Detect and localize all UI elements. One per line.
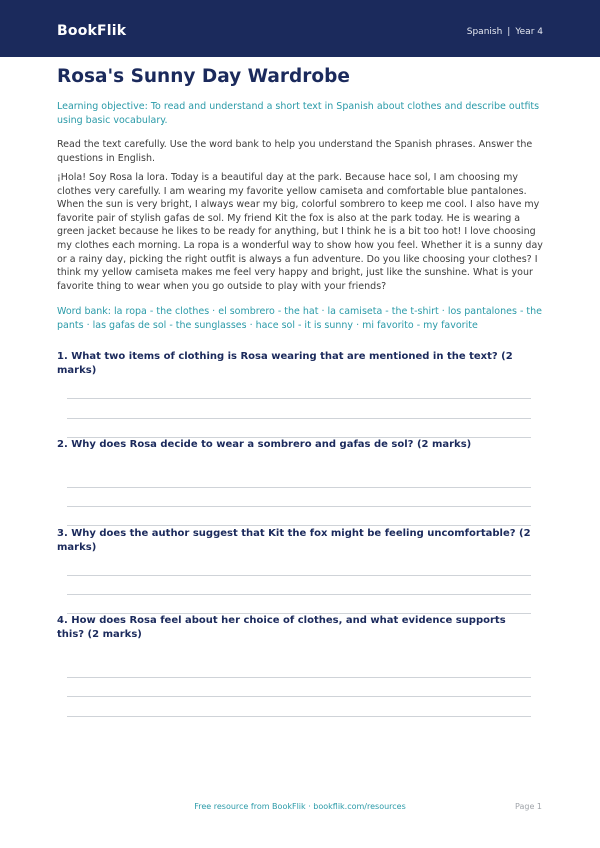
- answer-line[interactable]: [67, 398, 531, 399]
- answer-line[interactable]: [67, 594, 531, 595]
- question-4: 4. How does Rosa feel about her choice of clothes, and what evidence supports this? (2 marks): [57, 615, 506, 640]
- subject-label: Spanish: [466, 27, 503, 37]
- answer-line[interactable]: [67, 716, 531, 717]
- answer-line[interactable]: [67, 575, 531, 576]
- instructions: Read the text carefully. Use the word bank to help you understand the Spanish phrases. Answer the questions in English.: [57, 139, 533, 164]
- reading-passage: ¡Hola! Soy Rosa la lora. Today is a beautiful day at the park. Because hace sol, I am choosing my clothes very carefully. I am wearing my favorite yellow camiseta and comfortable blue pantalones. When the sun is very bright, I always wear my big, colorful sombrero to keep me cool. I also have my favorite pair of stylish gafas de sol. My friend Kit the fox is also at the park today. He is wearing a green jacket because he likes to be ready for anything, but I think he is a bit too hot! I love choosing my clothes each morning. La ropa is a wonderful way to show how you feel. Whether it is a sunny day or a rainy day, picking the right outfit is always a fun adventure. Do you like choosing your clothes? I think my yellow camiseta makes me feel very happy and bright, just like the sunshine. What is your favorite thing to wear when you go outside to play with your friends?: [57, 172, 543, 292]
- footer-credit: Free resource from BookFlik · bookflik.com/resources: [194, 802, 406, 811]
- word-bank: Word bank: la ropa - the clothes · el sombrero - the hat · la camiseta - the t-shirt · los pantalones - the pants · las gafas de sol - the sunglasses · hace sol - it is sunny · mi favorito - my favorite: [57, 306, 542, 331]
- answer-line[interactable]: [67, 487, 531, 488]
- question-1: 1. What two items of clothing is Rosa wearing that are mentioned in the text? (2 marks): [57, 351, 513, 376]
- learning-objective: Learning objective: To read and understand a short text in Spanish about clothes and describe outfits using basic vocabulary.: [57, 101, 540, 126]
- year-label: Year 4: [515, 27, 543, 37]
- answer-line[interactable]: [67, 696, 531, 697]
- answer-line[interactable]: [67, 506, 531, 507]
- answer-line[interactable]: [67, 418, 531, 419]
- question-2: 2. Why does Rosa decide to wear a sombrero and gafas de sol? (2 marks): [57, 439, 472, 450]
- brand-logo: BookFlik: [57, 23, 127, 39]
- question-3: 3. Why does the author suggest that Kit the fox might be feeling uncomfortable? (2 marks): [57, 528, 531, 553]
- page-footer: [0, 802, 600, 814]
- header-meta: [467, 27, 543, 37]
- answer-line[interactable]: [67, 677, 531, 678]
- page-title: Rosa's Sunny Day Wardrobe: [57, 66, 350, 87]
- header-separator: |: [507, 27, 511, 37]
- answer-line[interactable]: [67, 525, 531, 526]
- page-number: Page 1: [515, 802, 542, 811]
- page-header: [0, 0, 600, 57]
